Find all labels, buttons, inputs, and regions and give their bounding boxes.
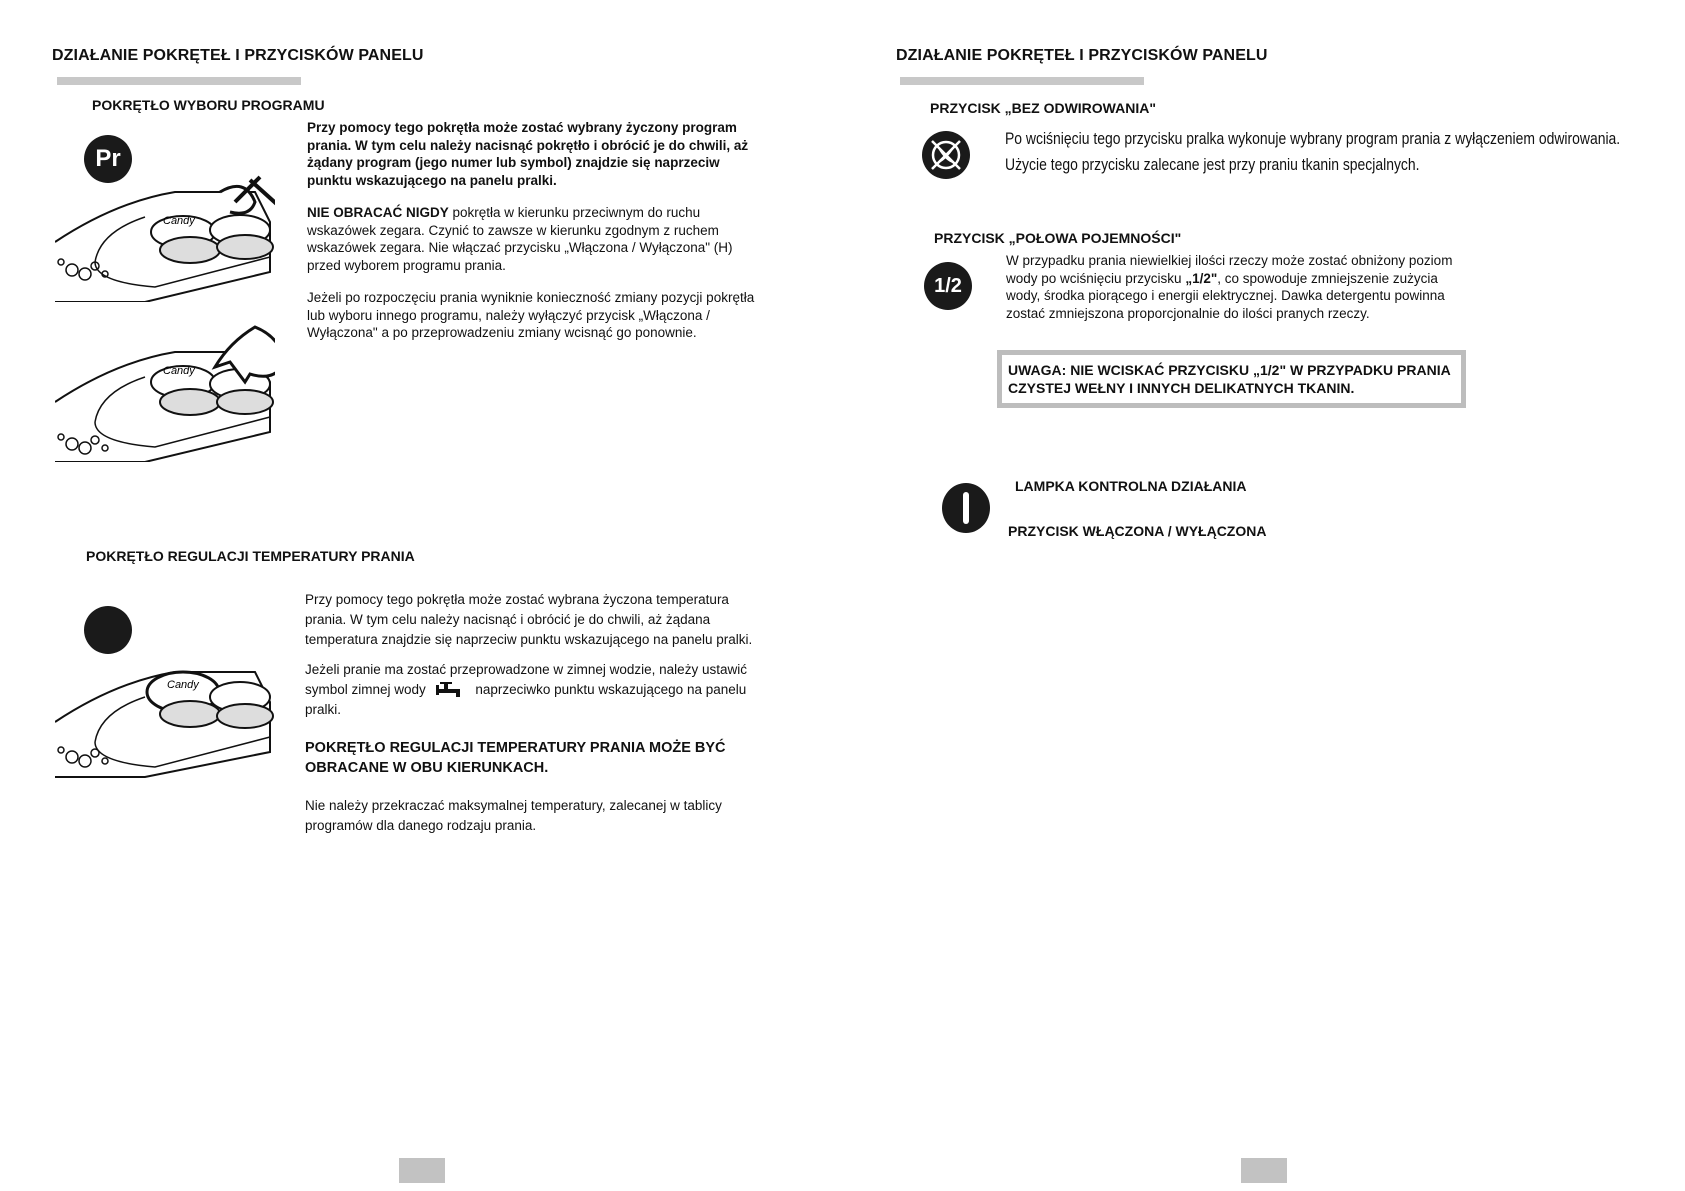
left-page-number-box [399,1158,445,1183]
half-load-text-a: W przypadku prania niewielkiej ilości rzeczy może zostać obniżony poziom wody po wciśnięciu przycisku [1006,253,1453,286]
program-knob-rotate-illustration [55,322,275,462]
no-spin-line2: Użycie tego przycisku zalecane jest przy praniu tkanin specjalnych. [1005,155,1420,174]
no-spin-title: PRZYCISK „BEZ ODWIROWANIA" [930,100,1156,116]
right-heading-rule [900,77,1144,85]
temp-knob-p2a: Jeżeli pranie ma zostać przeprowadzone w zimnej wodzie, należy ustawić symbol zimnej wody [305,662,747,697]
program-knob-p2-bold: NIE OBRACAĆ NIGDY [307,205,449,220]
half-load-warning: UWAGA: NIE WCISKAĆ PRZYCISKU „1/2" W PRZYPADKU PRANIA CZYSTEJ WEŁNY I INNYCH DELIKATNYCH TKANIN. [997,350,1466,408]
program-knob-p2-rest: pokrętła w kierunku przeciwnym do ruchu wskazówek zegara. Czynić to zawsze w kierunku zgodnym z ruchem wskazówek zegara. Nie włączać przycisku „Włączona / Wyłączona" (H) przed wyborem programu prania. [307,205,733,273]
program-knob-title: POKRĘTŁO WYBORU PROGRAMU [92,97,325,113]
temp-knob-illustration [55,652,275,780]
program-knob-p2 [307,204,762,274]
left-heading-rule [57,77,301,85]
program-knob-badge-icon: Pr [84,135,132,183]
half-load-text-c: , co spowoduje zmniejszenie zużycia wody, środka piorącego i energii elektrycznej. Dawka detergentu powinna zostać zmniejszona proporcjonalnie do ilości pranych rzeczy. [1006,270,1445,321]
no-spin-text [1005,126,1620,178]
half-load-text [1006,252,1461,322]
left-page-heading: DZIAŁANIE POKRĘTEŁ I PRZYCISKÓW PANELU [52,47,424,64]
right-page-number-box [1241,1158,1287,1183]
temp-knob-p2b: naprzeciwko punktu wskazującego na panelu pralki. [305,682,747,717]
panel-brand-3: Candy [167,679,199,691]
panel-brand-1: Candy [163,215,195,227]
program-knob-p3: Jeżeli po rozpoczęciu prania wyniknie konieczność zmiany pozycji pokrętła lub wyboru innego programu, należy wyłączyć przycisk „Włączona / Wyłączona" a po przeprowadzeniu zmiany wcisnąć go ponownie. [307,290,755,340]
temp-knob-p4: Nie należy przekraczać maksymalnej temperatury, zalecanej w tablicy programów dla danego rodzaju prania. [305,798,722,833]
cold-water-tap-icon [434,681,468,697]
temp-knob-p2 [305,660,760,720]
half-load-text-b: „1/2" [1185,270,1218,286]
temperature-knob-badge-icon [84,606,132,654]
no-spin-line1: Po wciśnięciu tego przycisku pralka wykonuje wybrany program prania z wyłączeniem odwirowania. [1005,129,1621,148]
panel-brand-2: Candy [163,365,195,377]
power-icon [941,482,991,534]
program-knob-illustration [55,162,275,302]
power-lamp-label: LAMPKA KONTROLNA DZIAŁANIA [1015,478,1247,494]
right-page-heading: DZIAŁANIE POKRĘTEŁ I PRZYCISKÓW PANELU [896,47,1268,64]
temp-knob-p3: POKRĘTŁO REGULACJI TEMPERATURY PRANIA MOŻE BYĆ OBRACANE W OBU KIERUNKACH. [305,740,726,776]
power-button-label: PRZYCISK WŁĄCZONA / WYŁĄCZONA [1008,523,1267,539]
half-load-title: PRZYCISK „POŁOWA POJEMNOŚCI" [934,230,1182,246]
no-spin-icon [921,130,971,180]
program-knob-text [307,119,762,357]
half-load-badge-icon: 1/2 [924,262,972,310]
temp-knob-text [305,590,760,851]
temp-knob-title: POKRĘTŁO REGULACJI TEMPERATURY PRANIA [86,548,415,564]
program-knob-p1: Przy pomocy tego pokrętła może zostać wybrany życzony program prania. W tym celu należy nacisnąć pokrętło i obrócić je do chwili, aż żądany program (jego numer lub symbol) znajdzie się naprzeciw punktu wskazującego na panelu pralki. [307,120,749,188]
temp-knob-p1: Przy pomocy tego pokrętła może zostać wybrana życzona temperatura prania. W tym celu należy nacisnąć i obrócić je do chwili, aż żądana temperatura znajdzie się naprzeciw punktu wskazującego na panelu pralki. [305,592,753,647]
